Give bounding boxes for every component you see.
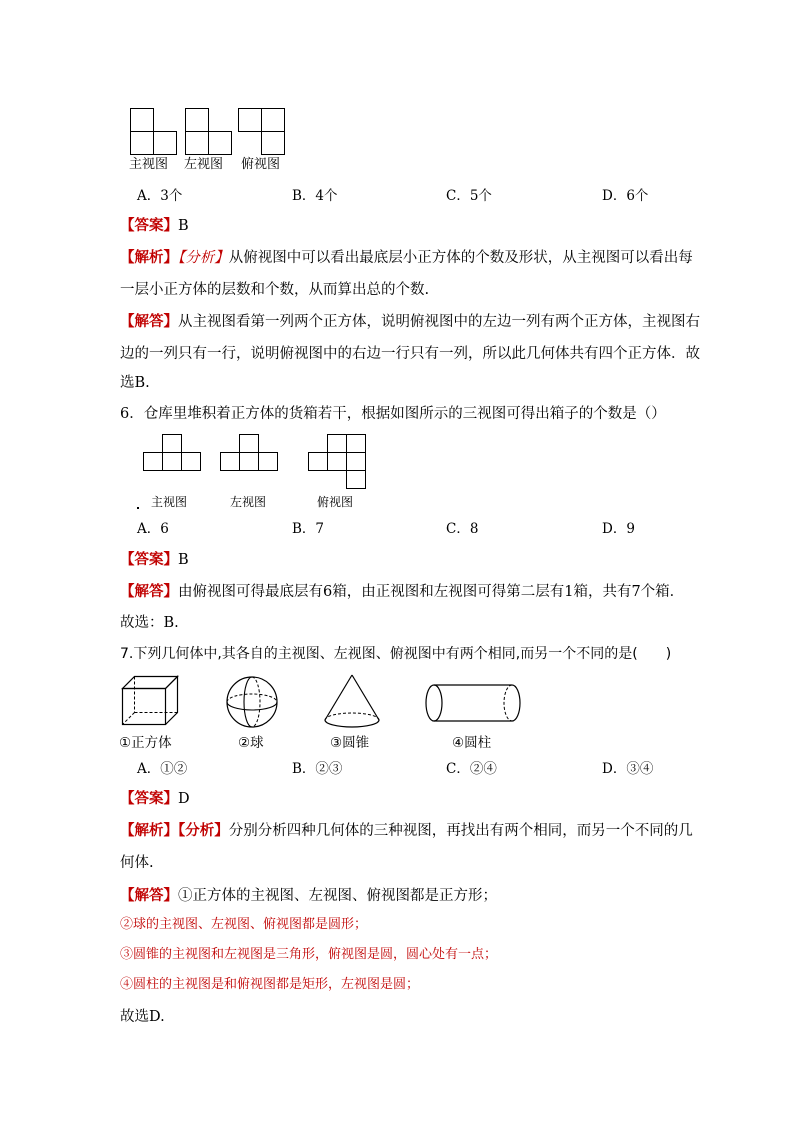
q5-left-view-figure [185,108,235,158]
q7-caption-cube: ①正方体 [119,735,172,751]
solution-text: 由俯视图可得最底层有6箱，由正视图和左视图可得第二层有1箱，共有7个箱． [178,584,685,600]
q7-answer [120,789,190,809]
q5-solution-line-2: 边的一列只有一行，说明俯视图中的右边一行只有一列，所以此几何体共有四个正方体．故 [120,346,700,362]
q7-caption-cone: ③圆锥 [330,735,370,751]
q5-analysis-line-1 [120,248,693,268]
q7-analysis-line-1 [120,821,693,841]
q7-solution-line-4: ④圆柱的主视图是和俯视图都是矩形，左视图是圆； [120,977,420,992]
q5-solution-line-3: 选B. [120,375,150,391]
q7-solution-line-5: 故选D. [120,1009,165,1025]
cone-figure [322,674,382,730]
cube-figure [122,676,182,726]
q5-solution-line-1 [120,312,700,332]
q6-option-c: C．8 [446,521,479,537]
q6-answer [120,550,189,570]
q6-left-view-figure [220,434,280,474]
q5-option-d: D．6个 [602,188,649,204]
answer-value: D [178,791,190,807]
answer-value: B [178,218,189,234]
q7-option-a: A．①② [137,761,188,777]
q7-caption-cylinder: ④圆柱 [452,735,492,751]
stray-dot [137,507,139,509]
q6-solution-line-2: 故选：B. [120,615,179,631]
solution-tag: 【解答】 [120,313,178,330]
q7-option-c: C．②④ [446,761,497,777]
q5-answer [120,216,189,236]
q5-front-view-figure [130,108,180,158]
answer-tag: 【答案】 [120,790,178,807]
analysis-text: 分别分析四种几何体的三种视图，再找出有两个相同，而另一个不同的几 [228,823,693,839]
analysis-tag: 【解析】 [120,249,178,266]
answer-tag: 【答案】 [120,217,178,234]
q6-option-d: D．9 [602,521,635,537]
q7-analysis-line-2: 何体. [120,855,154,871]
sphere-figure [224,676,284,730]
q6-caption-top: 俯视图 [317,495,354,509]
q5-top-view-figure [238,108,288,158]
q5-option-c: C．5个 [446,188,492,204]
q6-solution-line-1 [120,582,684,602]
cylinder-figure [425,683,525,725]
q6-stem: 6．仓库里堆积着正方体的货箱若干，根据如图所示的三视图可得出箱子的个数是（） [120,406,666,422]
q5-caption-top: 俯视图 [241,157,281,172]
answer-value: B [178,552,189,568]
q7-option-b: B．②③ [292,761,343,777]
q5-option-b: B．4个 [292,188,338,204]
q7-option-d: D．③④ [602,761,654,777]
q7-stem: 7.下列几何体中,其各自的主视图、左视图、俯视图中有两个相同,而另一个不同的是( ) [120,646,672,662]
q6-front-view-figure [143,434,203,474]
solution-text: ①正方体的主视图、左视图、俯视图都是正方形； [178,888,497,904]
q6-caption-left: 左视图 [230,495,267,509]
analysis-sub-tag: 【分析】 [178,822,229,839]
analysis-sub-tag: 【分析】 [178,250,229,266]
q5-option-a: A．3个 [137,188,183,204]
q6-top-view-figure [308,434,368,494]
solution-tag: 【解答】 [120,583,178,600]
analysis-tag: 【解析】 [120,822,178,839]
q5-caption-left: 左视图 [184,157,224,172]
q6-caption-front: 主视图 [151,495,188,509]
q6-option-a: A．6 [137,521,169,537]
analysis-text: 从俯视图中可以看出最底层小正方体的个数及形状，从主视图可以看出每 [228,250,693,266]
q5-analysis-line-2: 一层小正方体的层数和个数，从而算出总的个数. [120,282,430,298]
q7-caption-sphere: ②球 [238,735,264,751]
solution-text: 从主视图看第一列两个正方体，说明俯视图中的左边一列有两个正方体，主视图右 [178,314,700,330]
answer-tag: 【答案】 [120,551,178,568]
q5-caption-front: 主视图 [129,157,169,172]
q7-solution-line-3: ③圆锥的主视图和左视图是三角形，俯视图是圆，圆心处有一点； [120,947,498,962]
q7-solution-line-1 [120,886,497,906]
q6-option-b: B．7 [292,521,325,537]
q7-solution-line-2: ②球的主视图、左视图、俯视图都是圆形； [120,917,368,932]
solution-tag: 【解答】 [120,887,178,904]
